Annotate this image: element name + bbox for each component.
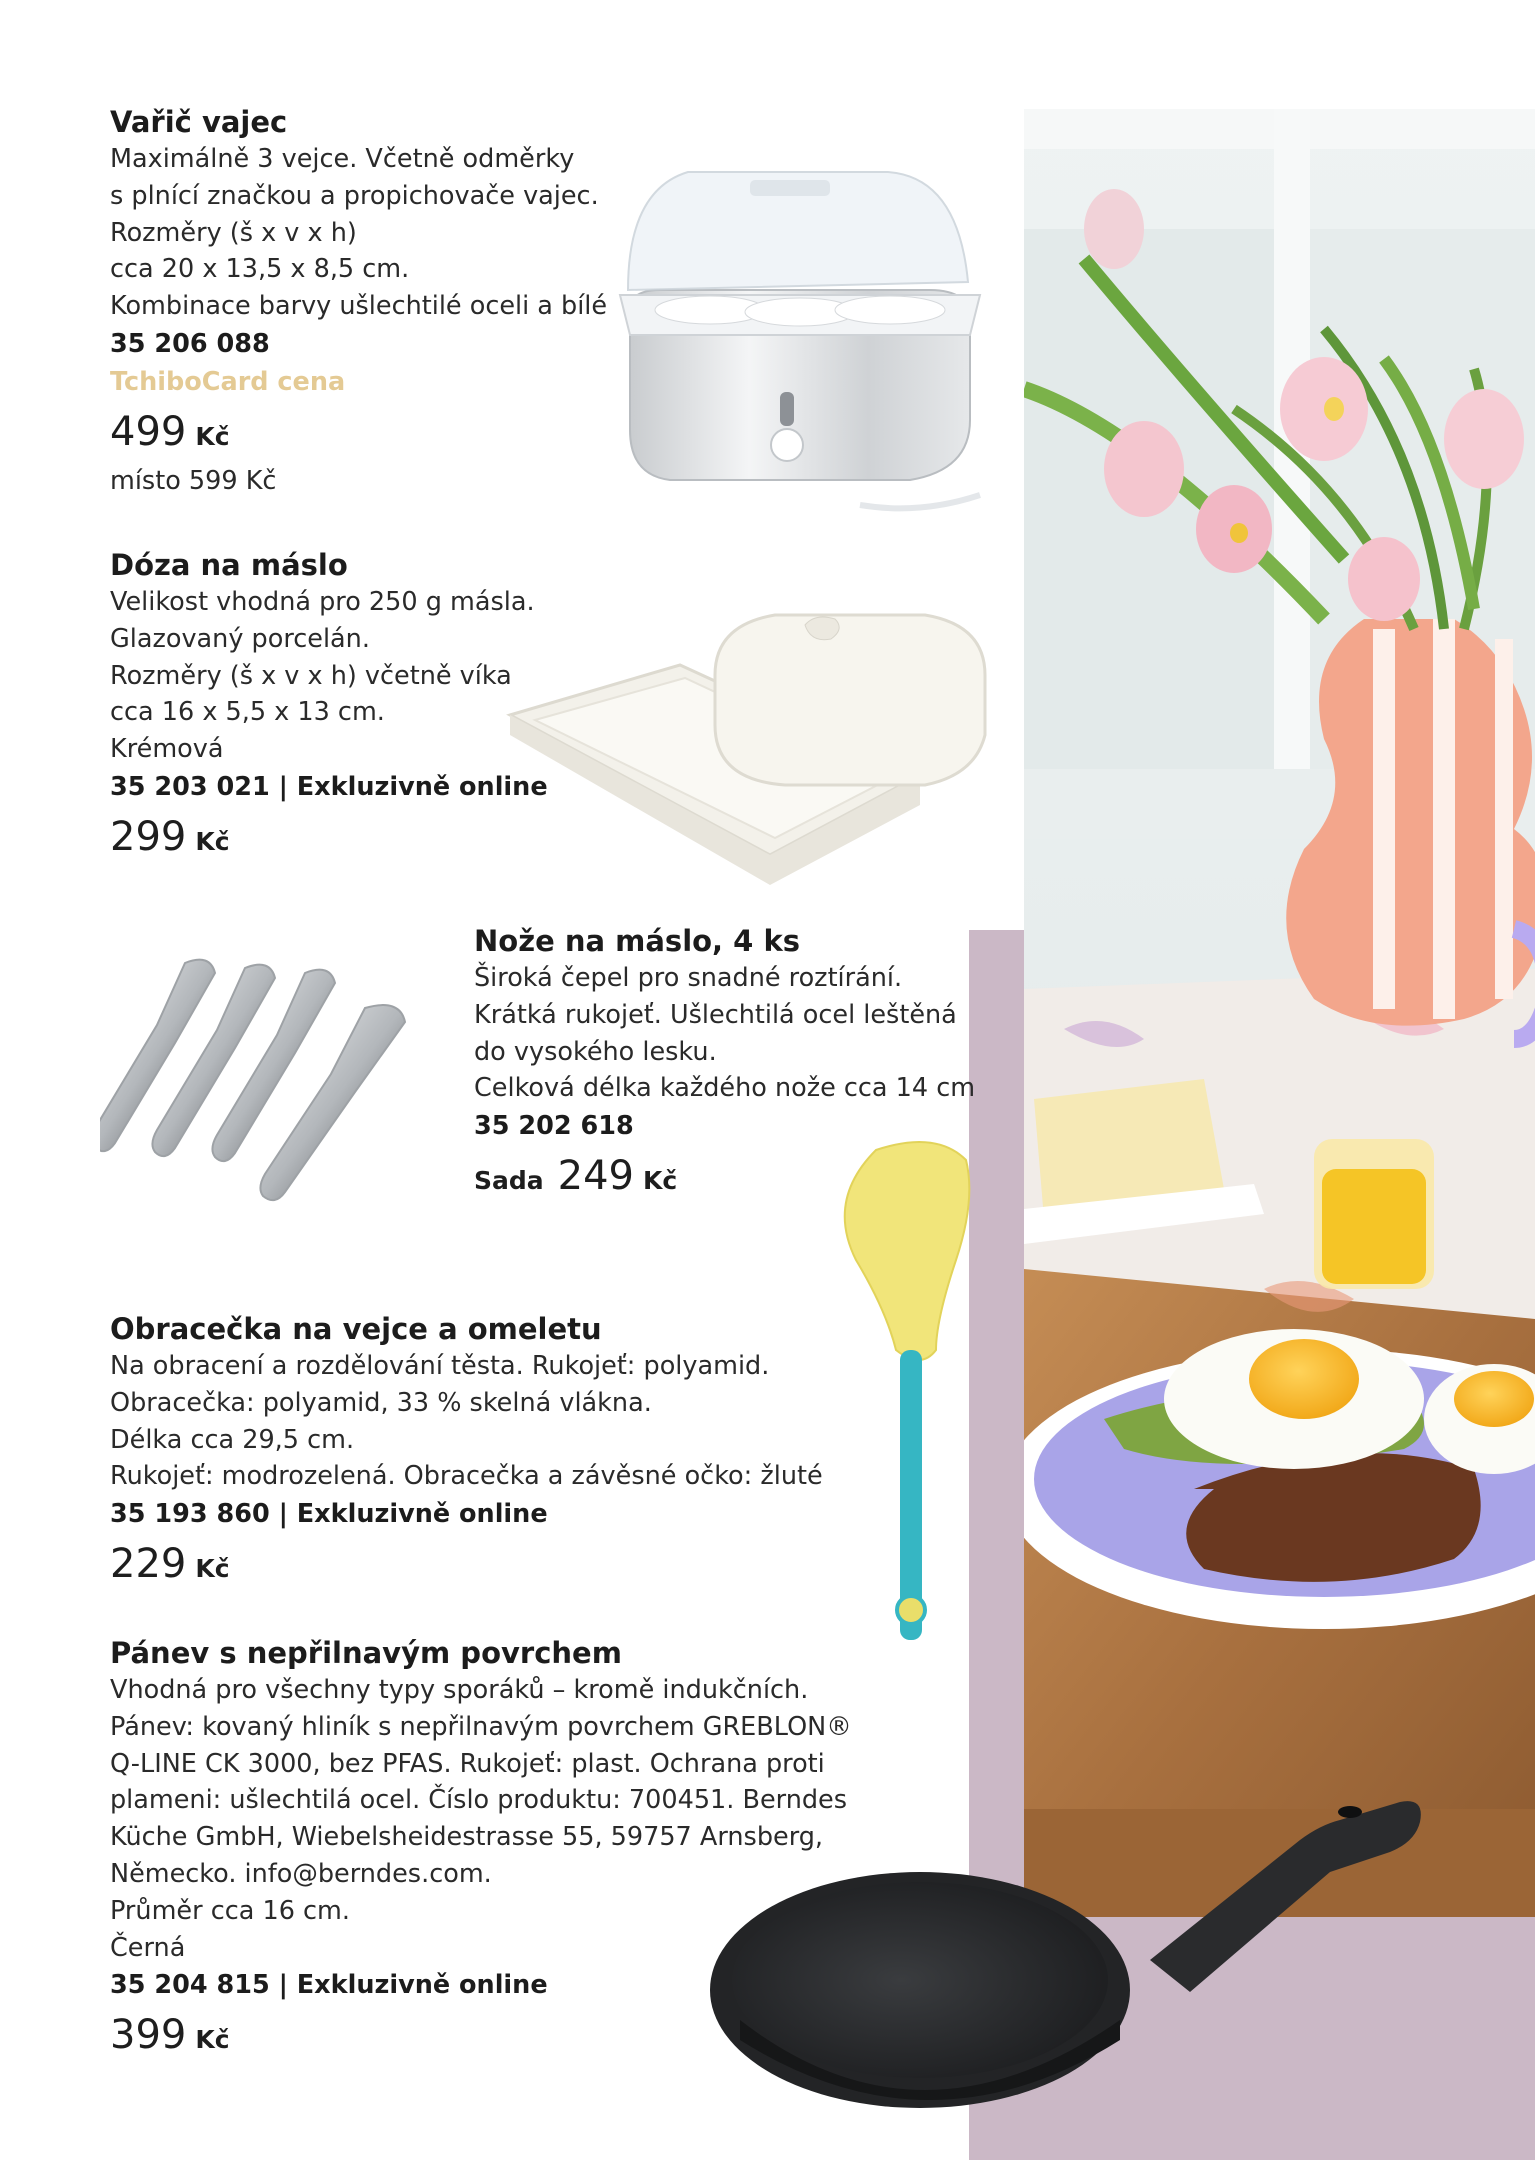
- description-line: Široká čepel pro snadné roztírání.: [474, 963, 903, 993]
- description-line: Celková délka každého nože cca 14 cm: [474, 1073, 976, 1104]
- product-title: Nože na máslo, 4 ks: [474, 924, 800, 958]
- description-line: Německo. info@berndes.com.: [110, 1858, 492, 1889]
- description-line: Černá: [110, 1932, 186, 1963]
- price-currency: Kč: [195, 826, 230, 856]
- price-value: 249: [557, 1153, 635, 1200]
- description-line: Obracečka: polyamid, 33 % skelná vlákna.: [110, 1387, 652, 1418]
- price-currency: Kč: [195, 421, 230, 451]
- description-line: Rukojeť: modrozelená. Obracečka a závěsné očko: žluté: [110, 1461, 823, 1492]
- price-value: 229: [110, 1541, 187, 1588]
- description-line: Rozměry (š x v x h) včetně víka: [110, 660, 512, 691]
- description-line: plameni: ušlechtilá ocel. Číslo produktu: 700451. Berndes: [110, 1785, 848, 1816]
- description-line: Vhodná pro všechny typy sporáků – kromě indukčních.: [110, 1675, 809, 1705]
- price-currency: Kč: [643, 1166, 678, 1196]
- description-line: Délka cca 29,5 cm.: [110, 1424, 355, 1455]
- product-title: Dóza na máslo: [110, 548, 348, 582]
- description-line: Glazovaný porcelán.: [110, 623, 370, 654]
- description-line: Krátká rukojeť. Ušlechtilá ocel leštěná: [474, 999, 957, 1030]
- breakfast-table-photo: [1024, 109, 1535, 1917]
- product-title: Obracečka na vejce a omeletu: [110, 1312, 602, 1346]
- description-line: Maximálně 3 vejce. Včetně odměrky: [110, 144, 575, 174]
- product-code: 35 193 860 | Exkluzivně online: [110, 1499, 548, 1530]
- description-line: cca 16 x 5,5 x 13 cm.: [110, 697, 385, 728]
- price-value: 399: [110, 2012, 187, 2059]
- egg-cooker-icon: [600, 160, 1000, 530]
- price: [110, 409, 607, 463]
- tchibocard-label: TchiboCard cena: [110, 366, 346, 397]
- product-code: 35 202 618: [474, 1111, 634, 1142]
- description-line: Průměr cca 16 cm.: [110, 1895, 350, 1926]
- price-value: 299: [110, 813, 187, 860]
- description-line: cca 20 x 13,5 x 8,5 cm.: [110, 254, 410, 285]
- product-butter-dish: [110, 546, 548, 868]
- spatula-icon: [836, 1140, 996, 1640]
- product-description: [110, 584, 548, 768]
- price-prefix: Sada: [474, 1166, 544, 1196]
- price-value: 499: [110, 408, 187, 455]
- description-line: Krémová: [110, 734, 224, 765]
- description-line: Velikost vhodná pro 250 g másla.: [110, 587, 535, 617]
- product-description: [474, 960, 975, 1107]
- butter-dish-icon: [505, 585, 995, 885]
- product-description: [110, 1672, 852, 1966]
- product-title: Vařič vajec: [110, 105, 288, 139]
- product-frying-pan: [110, 1634, 852, 2066]
- description-line: Na obracení a rozdělování těsta. Rukojeť: polyamid.: [110, 1351, 770, 1381]
- description-line: Rozměry (š x v x h): [110, 217, 357, 248]
- price: [110, 814, 548, 868]
- description-line: Q-LINE CK 3000, bez PFAS. Rukojeť: plast. Ochrana proti: [110, 1748, 825, 1779]
- description-line: Küche GmbH, Wiebelsheidestrasse 55, 59757 Arnsberg,: [110, 1822, 824, 1853]
- product-code: 35 206 088: [110, 328, 270, 359]
- price: [110, 2012, 852, 2066]
- product-code: 35 204 815 | Exkluzivně online: [110, 1970, 548, 2001]
- product-description: [110, 1348, 823, 1495]
- old-price: místo 599 Kč: [110, 465, 277, 496]
- description-line: do vysokého lesku.: [474, 1036, 717, 1067]
- description-line: Pánev: kovaný hliník s nepřilnavým povrchem GREBLON®: [110, 1711, 852, 1742]
- price-currency: Kč: [195, 2025, 230, 2055]
- butter-knives-icon: [100, 948, 430, 1218]
- description-line: Kombinace barvy ušlechtilé oceli a bílé: [110, 291, 608, 322]
- product-egg-cooker: [110, 103, 607, 499]
- product-description: [110, 141, 607, 325]
- product-title: Pánev s nepřilnavým povrchem: [110, 1636, 622, 1670]
- price-currency: Kč: [195, 1554, 230, 1584]
- product-code: 35 203 021 | Exkluzivně online: [110, 771, 548, 802]
- description-line: s plnící značkou a propichovače vajec.: [110, 180, 599, 211]
- product-spatula: [110, 1310, 823, 1595]
- price: [110, 1541, 823, 1595]
